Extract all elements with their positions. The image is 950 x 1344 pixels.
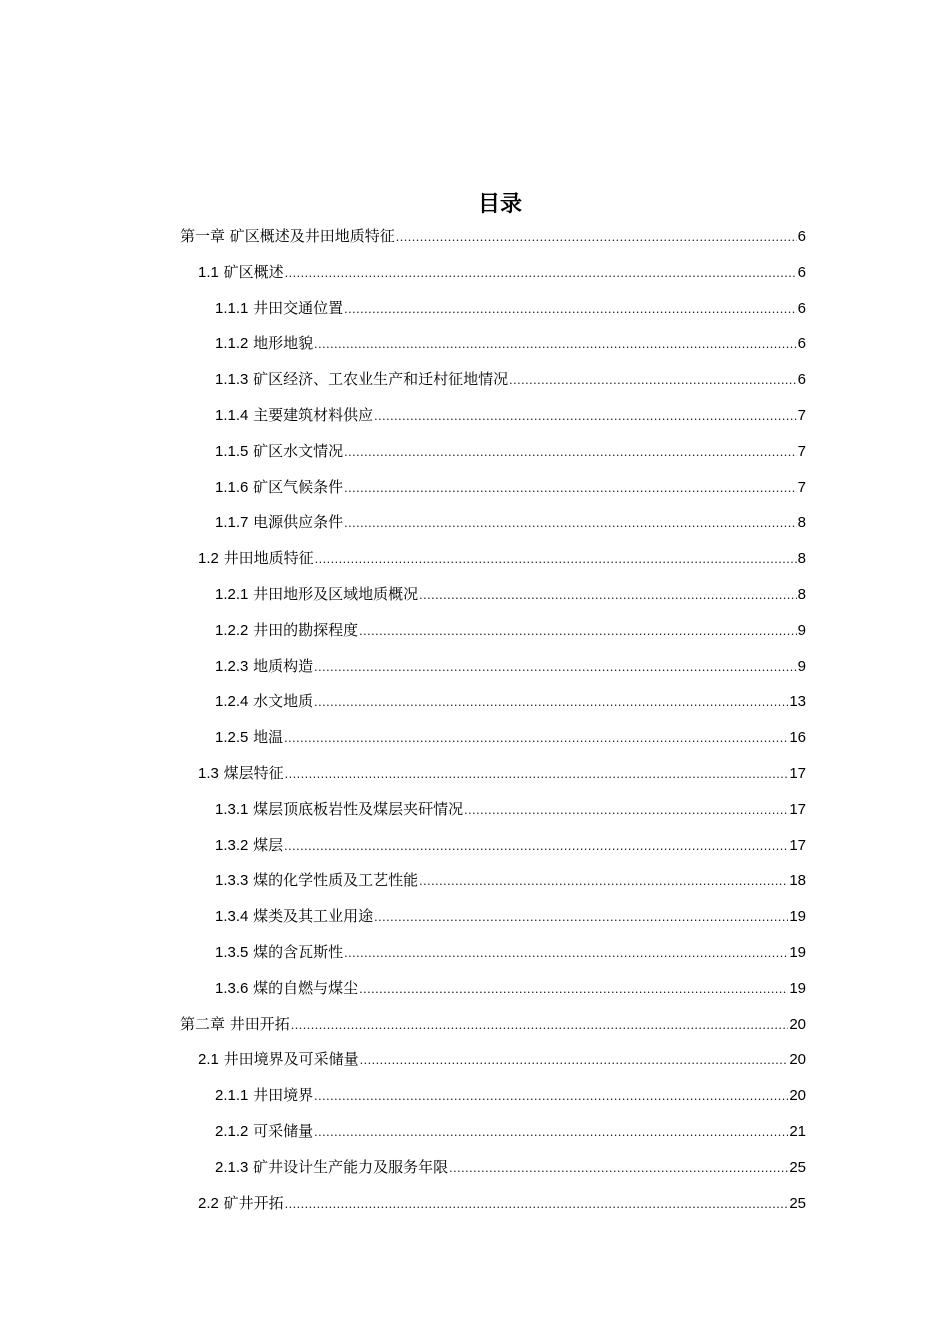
toc-page-number: 25 [789,1194,806,1212]
toc-entry-number: 1.1.5 [215,442,249,460]
dot-leader [360,1049,789,1073]
toc-entry-number: 2.1.2 [215,1123,249,1140]
dot-leader [449,1157,788,1181]
toc-page-number: 17 [789,800,806,818]
toc-entry-text [215,367,508,392]
toc-page-number: 6 [797,335,806,353]
toc-entry-text [215,296,343,321]
toc-entry-text [215,331,313,356]
toc-page-number: 9 [797,657,806,675]
dot-leader [374,405,796,429]
toc-entry-number: 1.2 [198,550,219,568]
toc-entry[interactable] [215,1083,806,1107]
toc-entry-text [215,725,283,750]
toc-entry-title: 矿区经济、工农业生产和迁村征地情况 [253,370,509,389]
toc-page-number: 8 [797,550,806,568]
toc-entry-text [180,224,395,248]
toc-entry-text [215,439,343,464]
dot-leader [359,978,788,1002]
toc-entry-text [215,510,343,535]
toc-entry-number: 1.2.1 [215,586,249,603]
toc-page-number: 25 [789,1158,806,1176]
toc-entry-title: 地质构造 [253,656,314,675]
toc-entry[interactable] [215,367,806,391]
dot-leader [464,799,788,823]
dot-leader [314,691,788,715]
toc-page-number: 17 [789,765,806,782]
toc-entry[interactable] [215,797,806,821]
toc-entry[interactable] [180,224,806,248]
toc-entry-number: 2.1.1 [215,1087,249,1105]
toc-entry-title: 矿区气候条件 [253,477,344,496]
toc-page-number: 6 [797,371,806,389]
toc-entry[interactable] [198,1191,806,1215]
toc-entry[interactable] [215,654,806,678]
toc-entry[interactable] [215,331,806,355]
dot-leader [284,727,788,751]
toc-entry[interactable] [215,439,806,463]
toc-entry-title: 井田的勘探程度 [253,620,359,639]
toc-entry[interactable] [215,833,806,857]
toc-entry[interactable] [215,976,806,1000]
toc-entry[interactable] [215,904,806,928]
toc-entry[interactable] [215,725,806,749]
toc-entry[interactable] [198,761,806,785]
toc-entry-title: 井田地质特征 [223,549,314,568]
dot-leader [396,226,797,250]
toc-entry-number: 1.3.6 [215,979,249,997]
toc-entry-text [215,618,358,643]
toc-entry-number: 1.1.4 [215,407,249,424]
toc-entry-title: 煤层顶底板岩性及煤层夹矸情况 [253,799,464,818]
toc-entry-title: 煤类及其工业用途 [253,907,374,926]
toc-entry-number: 1.1.2 [215,335,249,353]
toc-entry[interactable] [215,296,806,320]
toc-entry-title: 煤的化学性质及工艺性能 [253,871,419,890]
toc-entry-text [198,260,284,285]
toc-entry-title: 井田境界及可采储量 [223,1050,359,1069]
toc-page-number: 7 [797,478,806,496]
dot-leader [314,1085,788,1109]
toc-entry[interactable] [180,1012,806,1036]
dot-leader [374,906,788,930]
toc-entry[interactable] [198,546,806,570]
toc-page-number: 7 [797,407,806,424]
toc-entry[interactable] [215,689,806,713]
toc-entry-title: 矿区概述 [223,262,284,281]
dot-leader [314,1121,788,1145]
toc-entry-number: 1.1.7 [215,514,249,532]
dot-leader [344,477,796,501]
toc-entry-title: 矿区水文情况 [253,441,344,460]
toc-entry-number: 1.3.5 [215,944,249,961]
toc-entry-number: 1.3.4 [215,908,249,926]
toc-entry[interactable] [215,510,806,534]
toc-entry-text [198,1047,359,1072]
toc-entry-text [215,403,373,428]
toc-page-number: 16 [789,729,806,747]
toc-page-number: 20 [789,1051,806,1069]
toc-entry-number: 1.2.3 [215,657,249,675]
toc-entry-text [180,1012,290,1036]
toc-entry-text [215,475,343,500]
dot-leader [419,584,796,608]
toc-entry-title: 煤层特征 [223,764,284,782]
toc-entry-title: 井田境界 [253,1086,314,1105]
toc-entry-text [215,976,358,1001]
toc-entry-number: 1.2.2 [215,621,249,639]
toc-entry-title: 水文地质 [253,692,314,711]
dot-leader [419,870,788,894]
toc-entry[interactable] [198,1047,806,1071]
dot-leader [344,298,796,322]
toc-entry-title: 电源供应条件 [253,513,344,532]
toc-entry-title: 井田地形及区域地质概况 [253,585,419,603]
toc-entry-number: 1.3 [198,765,219,782]
toc-page-number: 6 [797,299,806,317]
toc-page-number: 6 [797,263,806,281]
toc-entry-text [215,1155,448,1180]
toc-page-number: 19 [789,944,806,961]
toc-entry-text [215,689,313,714]
toc-page-number: 19 [789,979,806,997]
toc-entry-text [215,654,313,679]
toc-entry-title: 地形地貌 [253,334,314,353]
toc-entry-title: 主要建筑材料供应 [253,406,374,424]
toc-entry-text [198,761,284,786]
toc-entry-text [215,797,463,822]
toc-entry-number: 1.3.2 [215,836,249,854]
toc-page-number: 17 [789,836,806,854]
toc-entry-title: 矿井开拓 [223,1193,284,1212]
dot-leader [285,262,797,286]
toc-entry-title: 可采储量 [253,1122,314,1140]
toc-entry-text [215,1119,313,1144]
toc-page-number: 7 [797,442,806,460]
toc-entry-title: 地温 [253,728,284,747]
toc-entry-text [198,1191,284,1216]
toc-page-number: 13 [789,693,806,711]
dot-leader [314,333,796,357]
toc-entry-text [215,904,373,929]
toc-page-number: 21 [789,1123,806,1140]
toc-entry-number: 1.3.1 [215,800,249,818]
toc-entry-title: 第二章 井田开拓 [180,1014,290,1033]
dot-leader [284,835,788,859]
toc-entry-title: 煤的自燃与煤尘 [253,978,359,997]
toc-entry-title: 第一章 矿区概述及井田地质特征 [180,227,395,245]
dot-leader [359,620,796,644]
toc-page-number: 20 [789,1015,806,1033]
toc-entry-number: 1.1.6 [215,478,249,496]
toc-entry-text [215,582,418,607]
dot-leader [509,369,796,393]
toc-entry-title: 井田交通位置 [253,298,344,317]
toc-entry-number: 2.1 [198,1051,219,1069]
toc-page-number: 8 [797,586,806,603]
toc-page-number: 19 [789,908,806,926]
toc-entry-number: 1.2.5 [215,729,249,747]
toc-page-number: 18 [789,872,806,890]
toc-title: 目录 [477,192,522,217]
toc-entry[interactable] [215,1155,806,1179]
toc-entry-text [198,546,314,571]
toc-page-number: 6 [797,228,806,245]
toc-entry[interactable] [215,403,806,427]
toc-entry[interactable] [215,940,806,964]
toc-entry[interactable] [198,260,806,284]
toc-entry-number: 1.2.4 [215,693,249,711]
toc-entry[interactable] [215,1119,806,1143]
dot-leader [285,763,789,787]
dot-leader [291,1014,789,1038]
toc-entry-text [215,868,418,893]
toc-entry-number: 1.3.3 [215,872,249,890]
toc-entry-text [215,833,283,858]
toc-page-number: 20 [789,1087,806,1105]
dot-leader [344,441,796,465]
toc-entry[interactable] [215,582,806,606]
toc-entry-text [215,940,343,965]
toc-entry-number: 1.1 [198,263,219,281]
toc-entry-text [215,1083,313,1108]
toc-entry[interactable] [215,618,806,642]
toc-entry-title: 煤的含瓦斯性 [253,943,344,961]
dot-leader [315,548,797,572]
toc-entry-title: 矿井设计生产能力及服务年限 [253,1157,449,1176]
dot-leader [344,512,796,536]
toc-entry-number: 1.1.1 [215,299,249,317]
toc-entry[interactable] [215,475,806,499]
toc-entry[interactable] [215,868,806,892]
toc-entry-number: 2.1.3 [215,1158,249,1176]
toc-page-number: 8 [797,514,806,532]
dot-leader [314,656,796,680]
toc-entry-number: 1.1.3 [215,371,249,389]
toc-entry-number: 2.2 [198,1194,219,1212]
toc-page-number: 9 [797,621,806,639]
toc-entry-title: 煤层 [253,835,284,854]
dot-leader [285,1193,789,1217]
dot-leader [344,942,788,966]
